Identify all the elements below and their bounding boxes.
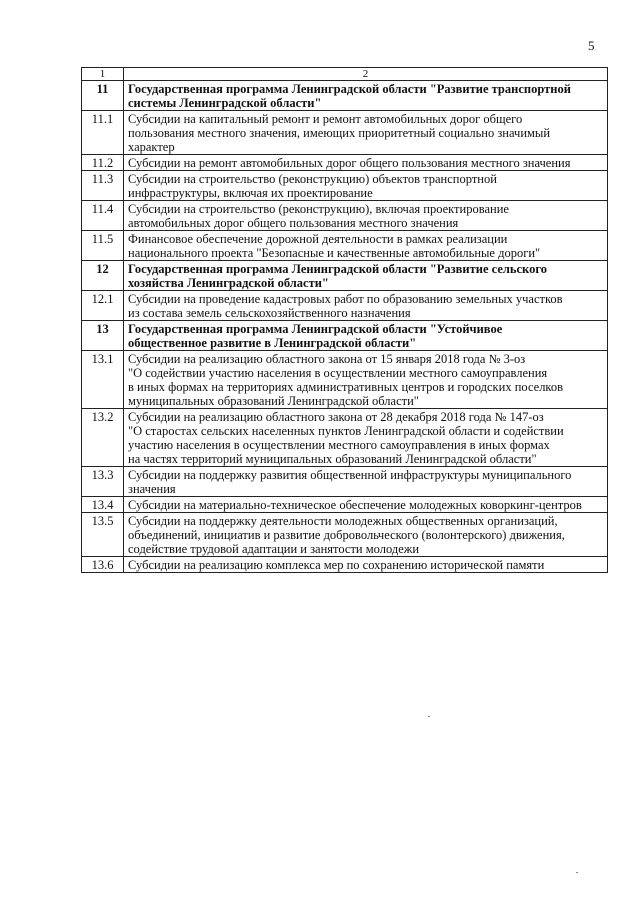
description-line: характер — [128, 140, 175, 154]
table-row — [82, 557, 608, 573]
table-row — [82, 497, 608, 513]
description-line: содействие трудовой адаптации и занятости молодежи — [128, 542, 420, 556]
row-description — [124, 231, 608, 261]
description-line: Субсидии на реализацию областного закона от 15 января 2018 года № 3-оз — [128, 352, 526, 366]
row-description — [124, 155, 608, 171]
header-col-1: 1 — [82, 68, 124, 81]
description-line: Государственная программа Ленинградской области "Развитие транспортной — [128, 82, 571, 96]
description-line: автомобильных дорог общего пользования местного значения — [128, 216, 459, 230]
description-line: на частях территорий муниципальных образований Ленинградской области" — [128, 452, 537, 466]
description-line: инфраструктуры, включая их проектирование — [128, 186, 373, 200]
row-number: 13.4 — [82, 497, 124, 513]
program-row — [82, 81, 608, 111]
table-row — [82, 291, 608, 321]
row-number: 11.2 — [82, 155, 124, 171]
row-number: 13.1 — [82, 351, 124, 409]
row-number: 12.1 — [82, 291, 124, 321]
description-line: значения — [128, 482, 176, 496]
description-line: Субсидии на поддержку развития общественной инфраструктуры муниципального — [128, 468, 572, 482]
description-line: Субсидии на реализацию областного закона от 28 декабря 2018 года № 147-оз — [128, 410, 544, 424]
row-description — [124, 409, 608, 467]
table-row — [82, 513, 608, 557]
program-row — [82, 321, 608, 351]
description-line: Государственная программа Ленинградской области "Развитие сельского — [128, 262, 547, 276]
description-line: Государственная программа Ленинградской области "Устойчивое — [128, 322, 503, 336]
row-description — [124, 467, 608, 497]
description-line: пользования местного значения, имеющих приоритетный социально значимый — [128, 126, 551, 140]
row-number: 11.4 — [82, 201, 124, 231]
row-number: 11.1 — [82, 111, 124, 155]
row-description — [124, 557, 608, 573]
header-col-2: 2 — [124, 68, 608, 81]
row-description — [124, 201, 608, 231]
description-line: "О старостах сельских населенных пунктов Ленинградской области и содействии — [128, 424, 564, 438]
description-line: Субсидии на поддержку деятельности молодежных общественных организаций, — [128, 514, 558, 528]
description-line: системы Ленинградской области" — [128, 96, 322, 110]
row-description — [124, 497, 608, 513]
page-number: 5 — [588, 38, 595, 53]
description-line: из состава земель сельскохозяйственного назначения — [128, 306, 411, 320]
row-number: 13.5 — [82, 513, 124, 557]
row-number: 13.2 — [82, 409, 124, 467]
row-number: 11 — [82, 81, 124, 111]
description-line: Субсидии на материально-техническое обеспечение молодежных коворкинг-центров — [128, 498, 582, 512]
description-line: Субсидии на проведение кадастровых работ по образованию земельных участков — [128, 292, 563, 306]
description-line: хозяйства Ленинградской области" — [128, 276, 329, 290]
scan-speck — [576, 872, 578, 873]
table-row — [82, 111, 608, 155]
row-description — [124, 513, 608, 557]
scan-speck — [428, 716, 430, 717]
description-line: муниципальных образований Ленинградской области" — [128, 394, 419, 408]
description-line: Субсидии на строительство (реконструкцию), включая проектирование — [128, 202, 509, 216]
description-line: в иных формах на территориях административных центров и городских поселков — [128, 380, 564, 394]
program-row — [82, 261, 608, 291]
table-row — [82, 351, 608, 409]
description-line: Субсидии на ремонт автомобильных дорог общего пользования местного значения — [128, 156, 571, 170]
description-line: объединений, инициатив и развитие добровольческого (волонтерского) движения, — [128, 528, 565, 542]
description-line: общественное развитие в Ленинградской области" — [128, 336, 417, 350]
row-description — [124, 81, 608, 111]
table-row — [82, 201, 608, 231]
row-number: 11.3 — [82, 171, 124, 201]
row-description — [124, 171, 608, 201]
description-line: национального проекта "Безопасные и качественные автомобильные дороги" — [128, 246, 541, 260]
table-row — [82, 409, 608, 467]
row-description — [124, 321, 608, 351]
row-number: 13.3 — [82, 467, 124, 497]
row-number: 13.6 — [82, 557, 124, 573]
row-number: 12 — [82, 261, 124, 291]
table-row — [82, 155, 608, 171]
table-row — [82, 171, 608, 201]
description-line: "О содействии участию населения в осуществлении местного самоуправления — [128, 366, 548, 380]
row-description — [124, 291, 608, 321]
table-header-row — [82, 68, 608, 81]
description-line: Субсидии на капитальный ремонт и ремонт автомобильных дорог общего — [128, 112, 523, 126]
row-number: 11.5 — [82, 231, 124, 261]
table-row — [82, 467, 608, 497]
row-description — [124, 351, 608, 409]
description-line: Субсидии на строительство (реконструкцию) объектов транспортной — [128, 172, 497, 186]
description-line: Субсидии на реализацию комплекса мер по сохранению исторической памяти — [128, 558, 545, 572]
row-number: 13 — [82, 321, 124, 351]
row-description — [124, 261, 608, 291]
subsidy-table — [81, 67, 608, 573]
description-line: участию населения в осуществлении местного самоуправления в иных формах — [128, 438, 550, 452]
table-row — [82, 231, 608, 261]
row-description — [124, 111, 608, 155]
description-line: Финансовое обеспечение дорожной деятельности в рамках реализации — [128, 232, 508, 246]
